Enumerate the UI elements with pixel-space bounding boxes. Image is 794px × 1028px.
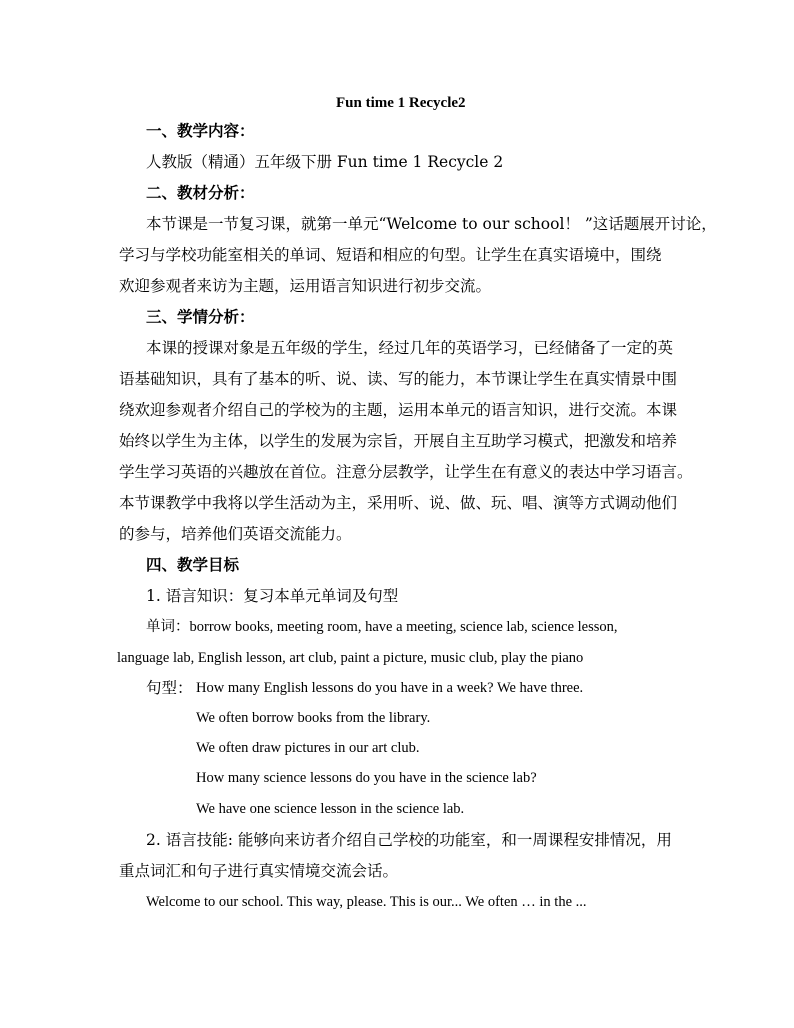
students-paragraph-line: 的参与，培养他们英语交流能力。 <box>119 525 352 543</box>
objective-1-title: 1. 语言知识：复习本单元单词及句型 <box>146 587 399 605</box>
students-paragraph-line: 本节课教学中我将以学生活动为主，采用听、说、做、玩、唱、演等方式调动他们 <box>119 494 678 512</box>
material-paragraph-line: 学习与学校功能室相关的单词、短语和相应的句型。让学生在真实语境中，围绕 <box>119 246 662 264</box>
students-paragraph-line: 绕欢迎参观者介绍自己的学校为的主题，运用本单元的语言知识，进行交流。本课 <box>119 401 678 419</box>
objective-2-line: 重点词汇和句子进行真实情境交流会话。 <box>119 862 399 880</box>
section-heading-students: 三、学情分析： <box>146 307 255 326</box>
vocabulary-line: language lab, English lesson, art club, paint a picture, music club, play the piano <box>117 650 584 666</box>
sentence-pattern: How many English lessons do you have in a week? We have three. <box>196 680 584 696</box>
students-paragraph-line: 语基础知识，具有了基本的听、说、读、写的能力，本节课让学生在真实情景中围 <box>119 370 678 388</box>
sentence-pattern: We often draw pictures in our art club. <box>196 740 420 756</box>
material-paragraph-line: 本节课是一节复习课，就第一单元“Welcome to our school！ ”这话题展开讨论， <box>146 215 717 233</box>
section-heading-material: 二、教材分析： <box>146 183 255 202</box>
sentence-pattern: We have one science lesson in the science lab. <box>196 801 465 817</box>
section-heading-content: 一、教学内容： <box>146 121 255 140</box>
section-content-text: 人教版（精通）五年级下册 Fun time 1 Recycle 2 <box>146 153 504 171</box>
material-paragraph-line: 欢迎参观者来访为主题，运用语言知识进行初步交流。 <box>119 277 492 295</box>
document-title: Fun time 1 Recycle2 <box>336 95 466 111</box>
sentence-patterns-label: 句型： <box>146 679 193 697</box>
students-paragraph-line: 始终以学生为主体，以学生的发展为宗旨，开展自主互助学习模式，把激发和培养 <box>119 432 678 450</box>
example-dialogue: Welcome to our school. This way, please. This is our... We often … in the ... <box>146 894 587 910</box>
students-paragraph-line: 学生学习英语的兴趣放在首位。注意分层教学，让学生在有意义的表达中学习语言。 <box>119 463 693 481</box>
sentence-pattern: We often borrow books from the library. <box>196 710 431 726</box>
vocabulary-line: 单词：borrow books, meeting room, have a meeting, science lab, science lesson, <box>146 619 618 635</box>
objective-2-line: 2. 语言技能: 能够向来访者介绍自己学校的功能室，和一周课程安排情况，用 <box>146 831 672 849</box>
students-paragraph-line: 本课的授课对象是五年级的学生，经过几年的英语学习，已经储备了一定的英 <box>146 339 674 357</box>
sentence-pattern: How many science lessons do you have in the science lab? <box>196 770 537 786</box>
section-heading-objectives: 四、教学目标 <box>146 555 240 574</box>
